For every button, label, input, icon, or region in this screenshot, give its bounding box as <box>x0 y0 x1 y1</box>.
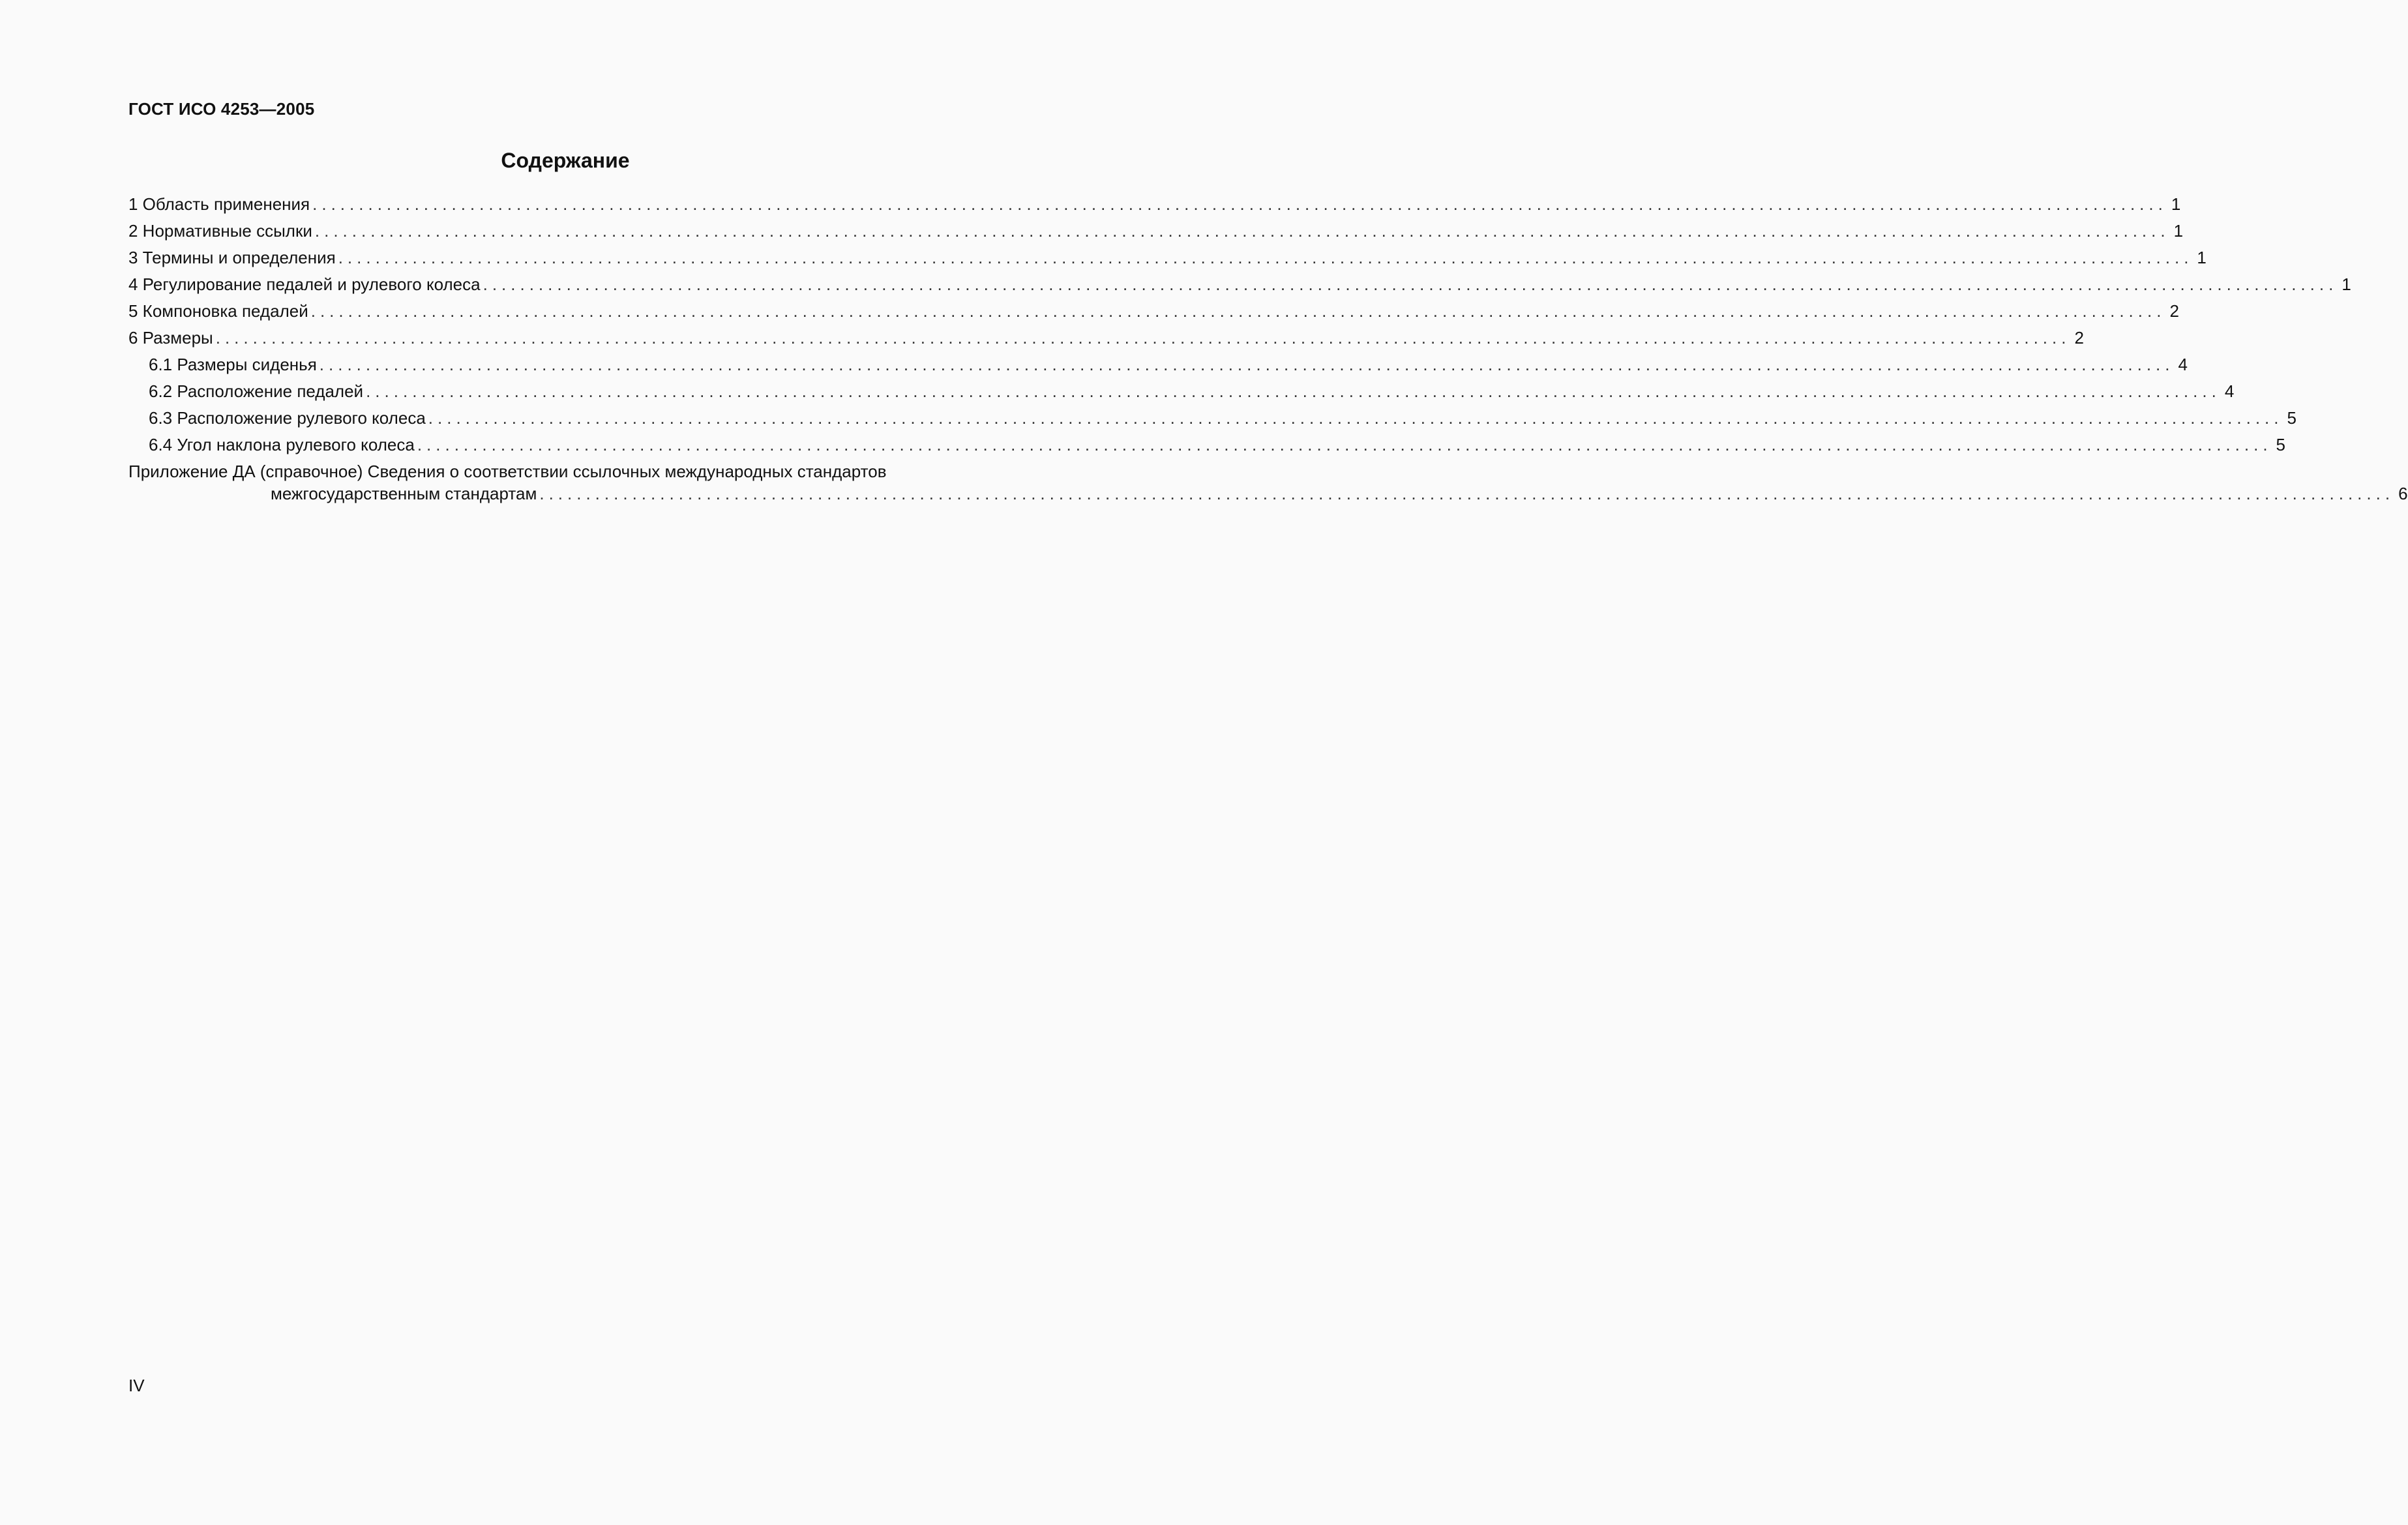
toc-entry-label: 5 Компоновка педалей <box>128 301 308 321</box>
page-number: IV <box>128 1376 145 1395</box>
toc-entry-label: 2 Нормативные ссылки <box>128 221 312 241</box>
leader-dots: ........................................................................................................................................................................................................ <box>417 435 2272 454</box>
toc-entry-label: 6.3 Расположение рулевого колеса <box>149 408 426 428</box>
toc-entry-label: 6.4 Угол наклона рулевого колеса <box>149 435 415 454</box>
appendix-title-line1: Приложение ДА (справочное) Сведения о соответствии ссылочных международных стандартов <box>128 462 887 481</box>
toc-entry-2[interactable] <box>128 221 2184 248</box>
toc-entry-page: 1 <box>2341 274 2351 294</box>
leader-dots: ........................................................................................................................................................................................................ <box>319 355 2175 374</box>
toc-entry-page: 2 <box>2074 328 2084 348</box>
toc-entry-5[interactable] <box>128 301 2179 328</box>
toc-entry-6[interactable] <box>128 328 2084 355</box>
appendix-line2-row <box>128 484 2408 506</box>
toc-entry-label: 3 Термины и определения <box>128 248 336 267</box>
toc-entry-page: 1 <box>2173 221 2184 241</box>
toc-entry-page: 1 <box>2171 194 2181 214</box>
toc-entry-6-1[interactable] <box>128 355 2188 381</box>
toc-entry-page: 4 <box>2224 381 2235 401</box>
toc-entry-label: 6.2 Расположение педалей <box>149 381 364 401</box>
table-of-contents <box>128 194 2408 506</box>
toc-entry-page: 4 <box>2178 355 2188 374</box>
leader-dots: ........................................................................................................................................................................................................ <box>215 328 2071 348</box>
toc-entry-page: 2 <box>2169 301 2179 321</box>
toc-entry-4[interactable] <box>128 274 2351 301</box>
toc-entry-appendix[interactable] <box>128 462 2408 506</box>
toc-entry-label: 1 Область применения <box>128 194 310 214</box>
toc-entry-page: 5 <box>2276 435 2286 454</box>
leader-dots: ........................................................................................................................................................................................................ <box>483 274 2338 294</box>
appendix-title-line2: межгосударственным стандартам <box>271 484 537 503</box>
leader-dots: ........................................................................................................................................................................................................ <box>539 484 2395 503</box>
toc-entry-page: 1 <box>2197 248 2207 267</box>
toc-entry-label: 6 Размеры <box>128 328 213 348</box>
leader-dots: ........................................................................................................................................................................................................ <box>314 221 2170 241</box>
toc-entry-page: 6 <box>2398 484 2408 503</box>
toc-entry-1[interactable] <box>128 194 2181 221</box>
leader-dots: ........................................................................................................................................................................................................ <box>428 408 2283 428</box>
leader-dots: ........................................................................................................................................................................................................ <box>310 301 2166 321</box>
toc-entry-6-3[interactable] <box>128 408 2297 435</box>
toc-title: Содержание <box>501 149 630 172</box>
toc-entry-6-2[interactable] <box>128 381 2235 408</box>
leader-dots: ........................................................................................................................................................................................................ <box>312 194 2167 214</box>
toc-entry-label: 6.1 Размеры сиденья <box>149 355 317 374</box>
toc-entry-label: 4 Регулирование педалей и рулевого колеса <box>128 274 481 294</box>
toc-entry-3[interactable] <box>128 248 2207 274</box>
leader-dots: ........................................................................................................................................................................................................ <box>366 381 2221 401</box>
toc-entry-6-4[interactable] <box>128 435 2286 462</box>
leader-dots: ........................................................................................................................................................................................................ <box>338 248 2193 267</box>
toc-entry-page: 5 <box>2287 408 2297 428</box>
document-code: ГОСТ ИСО 4253—2005 <box>128 99 315 119</box>
